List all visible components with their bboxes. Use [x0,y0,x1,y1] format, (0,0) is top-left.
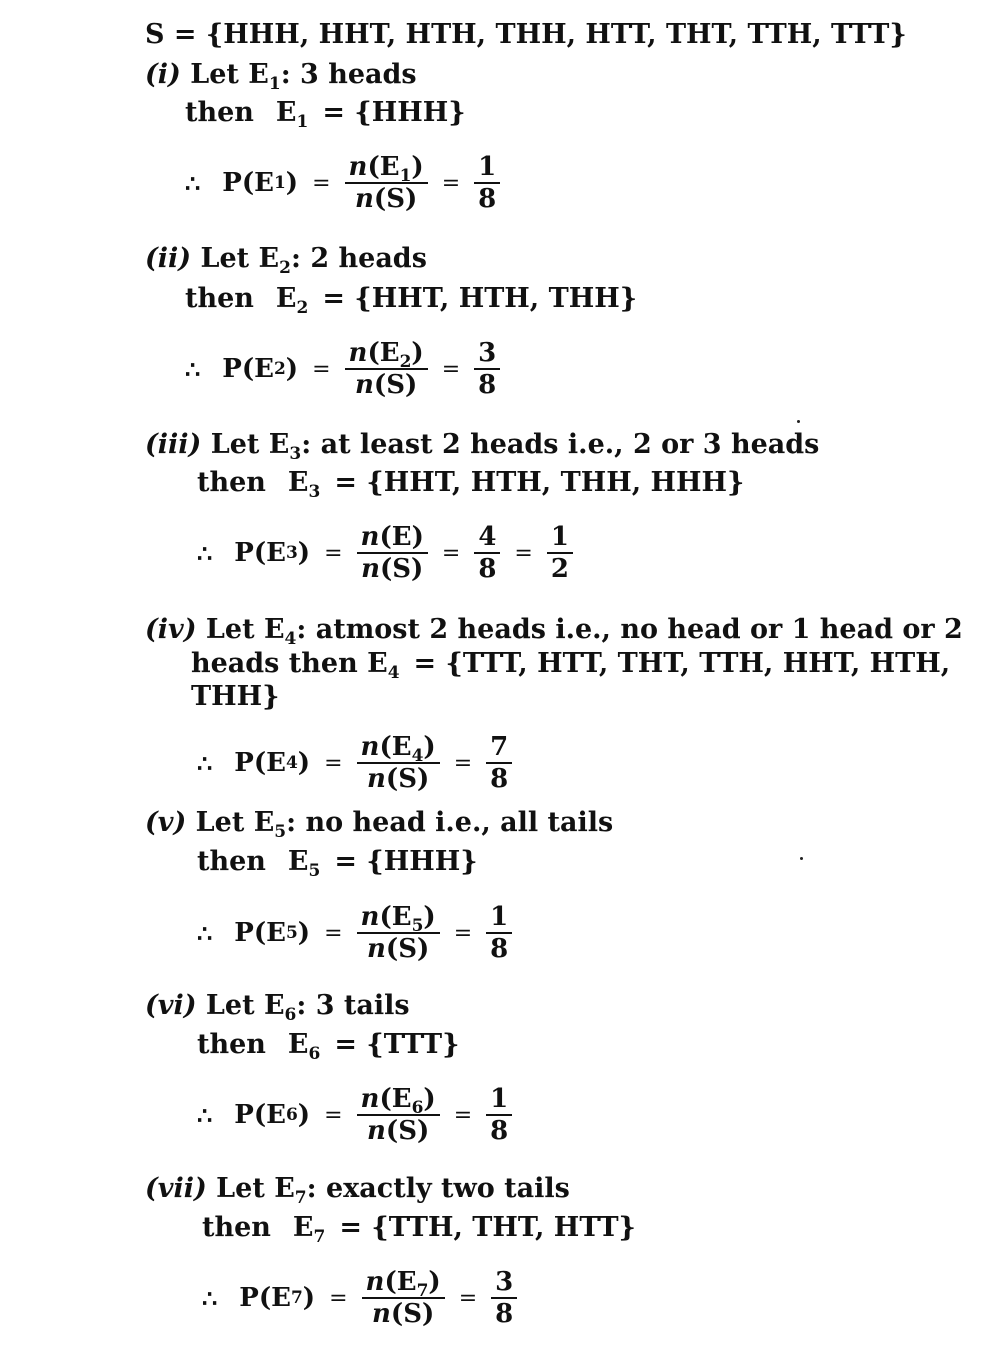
item-marker: (vi) [145,990,197,1021]
sample-space-count: (S) [390,1299,435,1329]
close-paren: ) [423,732,436,762]
count-symbol: n [354,370,374,400]
numerator [357,732,440,766]
event-subscript: 6 [284,1005,297,1025]
sample-space-count: (S) [373,370,418,400]
denominator: 2 [550,554,569,584]
numerator-subscript: 1 [399,166,412,186]
equals-sign: = [453,750,473,776]
event-def-rest: : 2 heads [290,243,427,274]
event-def-text: Let E [216,1173,295,1204]
equals-sign: = [441,170,461,196]
numerator-subscript: 6 [411,1098,424,1118]
numerator: 3 [478,338,497,368]
event-set [197,1028,459,1062]
probability-equation: ∴ P(E 3 ) = $\frac{n(E)}{n(S)}$ = $\frac{4}{8}$ = $\frac{1}{2}$ [197,518,573,588]
set-label: E [292,1212,314,1243]
result-fraction [474,152,500,214]
numerator-subscript: 2 [399,352,412,372]
event-set [197,845,478,879]
set-subscript: 1 [296,112,309,132]
equals-sign: = [441,356,461,382]
sample-space-count: (S) [385,1116,430,1146]
then-word: then [185,97,254,128]
therefore-symbol: ∴ [197,538,213,568]
item-marker: (i) [145,59,181,90]
set-subscript: 3 [308,482,321,502]
event-subscript: 1 [268,74,281,94]
event-set [185,282,637,316]
numerator: 1 [550,522,569,552]
then-word: then [202,1212,271,1243]
close-paren: ) [411,522,424,552]
probability-label: P(E [222,168,274,198]
event-def-text: Let E [195,807,275,838]
numerator-subscript: 7 [416,1281,429,1301]
probability-label: P(E [239,1283,291,1313]
numerator [357,522,428,552]
then-word: then [197,467,266,498]
therefore-symbol: ∴ [197,1100,213,1130]
event-open: (E [384,1267,417,1297]
equals-sign: = [324,1102,343,1128]
count-symbol: n [348,338,368,368]
result-fraction [474,522,500,584]
event-def-text: Let E [190,59,269,90]
denominator [363,1116,433,1146]
sample-space-count: (S) [385,934,430,964]
event-def-text: Let E [205,614,285,645]
close-paren: ) [411,152,424,182]
event-definition [145,1172,570,1206]
numerator: 4 [478,522,497,552]
numerator [357,902,440,936]
equals-sign: = [312,356,331,382]
event-def-continued: heads then E [191,648,388,679]
count-ratio-fraction [357,732,440,794]
count-symbol: n [365,1267,385,1297]
numerator [362,1267,445,1301]
denominator: 8 [490,1116,509,1146]
close-paren: ) [297,1100,311,1130]
event-subscript: 4 [284,629,297,649]
event-def-rest: : no head i.e., all tails [286,807,614,838]
set-values: = {HHH} [322,97,466,128]
result-fraction [486,902,512,964]
event-def-rest: : 3 tails [296,990,410,1021]
count-symbol: n [360,732,380,762]
result-fraction [474,338,500,400]
close-paren: ) [285,354,299,384]
therefore-symbol: ∴ [185,168,201,198]
event-def-rest: : atmost 2 heads i.e., no head or 1 head or 2 [296,614,963,645]
probability-label: P(E [234,538,286,568]
result-fraction [547,522,573,584]
event-open: (E [379,1084,412,1114]
item-marker: (v) [145,807,187,838]
then-word: then [197,846,266,877]
count-ratio-fraction [345,338,428,400]
count-symbol: n [366,934,386,964]
scan-speck [800,857,803,860]
probability-label: P(E [234,748,286,778]
sample-space-count: (S) [379,554,424,584]
equals-sign: = [324,920,343,946]
event-def-text: Let E [210,429,290,460]
event-set [191,647,950,681]
set-values: = {HHT, HTH, THH, HHH} [334,467,745,498]
probability-label: P(E [234,918,286,948]
equals-sign: = [312,170,331,196]
count-symbol: n [360,902,380,932]
close-paren: ) [423,902,436,932]
close-paren: ) [297,538,311,568]
item-marker: (ii) [145,243,192,274]
denominator [357,554,427,584]
set-values-continued: THH} [191,681,280,712]
event-def-rest: : exactly two tails [306,1173,570,1204]
probability-label: P(E [222,354,274,384]
event-open: (E [367,338,400,368]
equals-sign: = [324,750,343,776]
count-symbol: n [371,1299,391,1329]
numerator: 7 [490,732,509,762]
set-values: = {TTT} [334,1029,460,1060]
count-ratio-fraction [345,152,428,214]
numerator [345,152,428,186]
then-word: then [197,1029,266,1060]
event-subscript: 7 [294,1188,307,1208]
event-open: (E [379,902,412,932]
event-open: (E [367,152,400,182]
therefore-symbol: ∴ [197,918,213,948]
denominator [363,934,433,964]
result-fraction [486,732,512,794]
denominator [368,1299,438,1329]
event-def-text: Let E [205,990,285,1021]
event-definition [145,613,963,647]
count-ratio-fraction [357,522,428,584]
equals-sign: = [441,540,461,566]
event-definition [145,58,417,92]
numerator-subscript: 5 [411,916,424,936]
equals-sign: = [329,1285,348,1311]
count-symbol: n [348,152,368,182]
denominator: 8 [478,184,497,214]
therefore-symbol: ∴ [202,1283,218,1313]
count-symbol: n [361,554,380,584]
count-symbol: n [366,1116,386,1146]
set-subscript: 6 [308,1044,321,1064]
denominator: 8 [490,934,509,964]
set-values: = {HHT, HTH, THH} [322,283,638,314]
denominator: 8 [478,554,497,584]
therefore-symbol: ∴ [197,748,213,778]
denominator: 8 [495,1299,514,1329]
event-set [185,96,466,130]
equals-sign: = [453,1102,473,1128]
result-fraction [491,1267,517,1329]
numerator-subscript: 4 [411,746,424,766]
probability-equation: ∴ P(E 5 ) = $\frac{n(E_5)}{n(S)}$ = $\frac{1}{8}$ [197,898,512,968]
event-def-text: Let E [200,243,280,274]
set-label: E [287,467,309,498]
event-def-rest: : 3 heads [280,59,417,90]
count-symbol: n [360,522,380,552]
count-ratio-fraction [362,1267,445,1329]
set-values: = {TTT, HTT, THT, TTH, HHT, HTH, [413,648,951,679]
close-paren: ) [428,1267,441,1297]
set-subscript: 2 [296,298,309,318]
sample-space-count: (S) [385,764,430,794]
therefore-symbol: ∴ [185,354,201,384]
equals-sign: = [453,920,473,946]
denominator: 8 [478,370,497,400]
close-paren: ) [302,1283,316,1313]
equals-sign: = [458,1285,478,1311]
sample-space: S = {HHH, HHT, HTH, THH, HTT, THT, TTH, TTT} [145,19,907,50]
equals-sign: = [514,540,533,566]
event-set [197,466,744,500]
probability-equation: ∴ P(E 7 ) = $\frac{n(E_7)}{n(S)}$ = $\frac{3}{8}$ [202,1263,517,1333]
set-values: = {TTH, THT, HTT} [339,1212,636,1243]
numerator: 1 [478,152,497,182]
set-label: E [287,1029,309,1060]
set-subscript: 7 [313,1227,326,1247]
set-values: = {HHH} [334,846,478,877]
item-marker: (vii) [145,1173,207,1204]
result-fraction [486,1084,512,1146]
close-paren: ) [297,748,311,778]
event-set [202,1211,636,1245]
probability-label: P(E [234,1100,286,1130]
denominator [351,370,421,400]
event-subscript: 5 [274,822,287,842]
probability-equation: ∴ P(E 6 ) = $\frac{n(E_6)}{n(S)}$ = $\frac{1}{8}$ [197,1080,512,1150]
set-subscript: 5 [308,861,321,881]
probability-equation: ∴ P(E 1 ) = $\frac{n(E_1)}{n(S)}$ = $\frac{1}{8}$ [185,148,500,218]
denominator: 8 [490,764,509,794]
set-label: E [275,283,297,314]
event-subscript: 3 [289,444,302,464]
sample-space-count: (S) [373,184,418,214]
item-marker: (iv) [145,614,197,645]
close-paren: ) [297,918,311,948]
event-def-rest: : at least 2 heads i.e., 2 or 3 heads [301,429,820,460]
event-definition [145,989,410,1023]
numerator: 1 [490,902,509,932]
close-paren: ) [285,168,299,198]
event-subscript: 2 [279,258,291,278]
scan-speck [797,420,800,423]
count-symbol: n [360,1084,380,1114]
event-open: (E [379,522,412,552]
denominator [351,184,421,214]
numerator: 1 [490,1084,509,1114]
item-marker: (iii) [145,429,202,460]
count-symbol: n [354,184,374,214]
event-definition [145,428,819,462]
event-definition [145,806,613,840]
event-open: (E [379,732,412,762]
then-word: then [185,283,254,314]
close-paren: ) [423,1084,436,1114]
numerator [345,338,428,372]
probability-equation: ∴ P(E 4 ) = $\frac{n(E_4)}{n(S)}$ = $\frac{7}{8}$ [197,728,512,798]
numerator: 3 [495,1267,514,1297]
set-label: E [287,846,309,877]
set-label: E [275,97,297,128]
event-definition [145,242,427,276]
equals-sign: = [324,540,343,566]
close-paren: ) [411,338,424,368]
count-symbol: n [366,764,386,794]
count-ratio-fraction [357,902,440,964]
count-ratio-fraction [357,1084,440,1146]
probability-equation: ∴ P(E 2 ) = $\frac{n(E_2)}{n(S)}$ = $\frac{3}{8}$ [185,334,500,404]
numerator [357,1084,440,1118]
denominator [363,764,433,794]
set-subscript: 4 [387,663,400,683]
